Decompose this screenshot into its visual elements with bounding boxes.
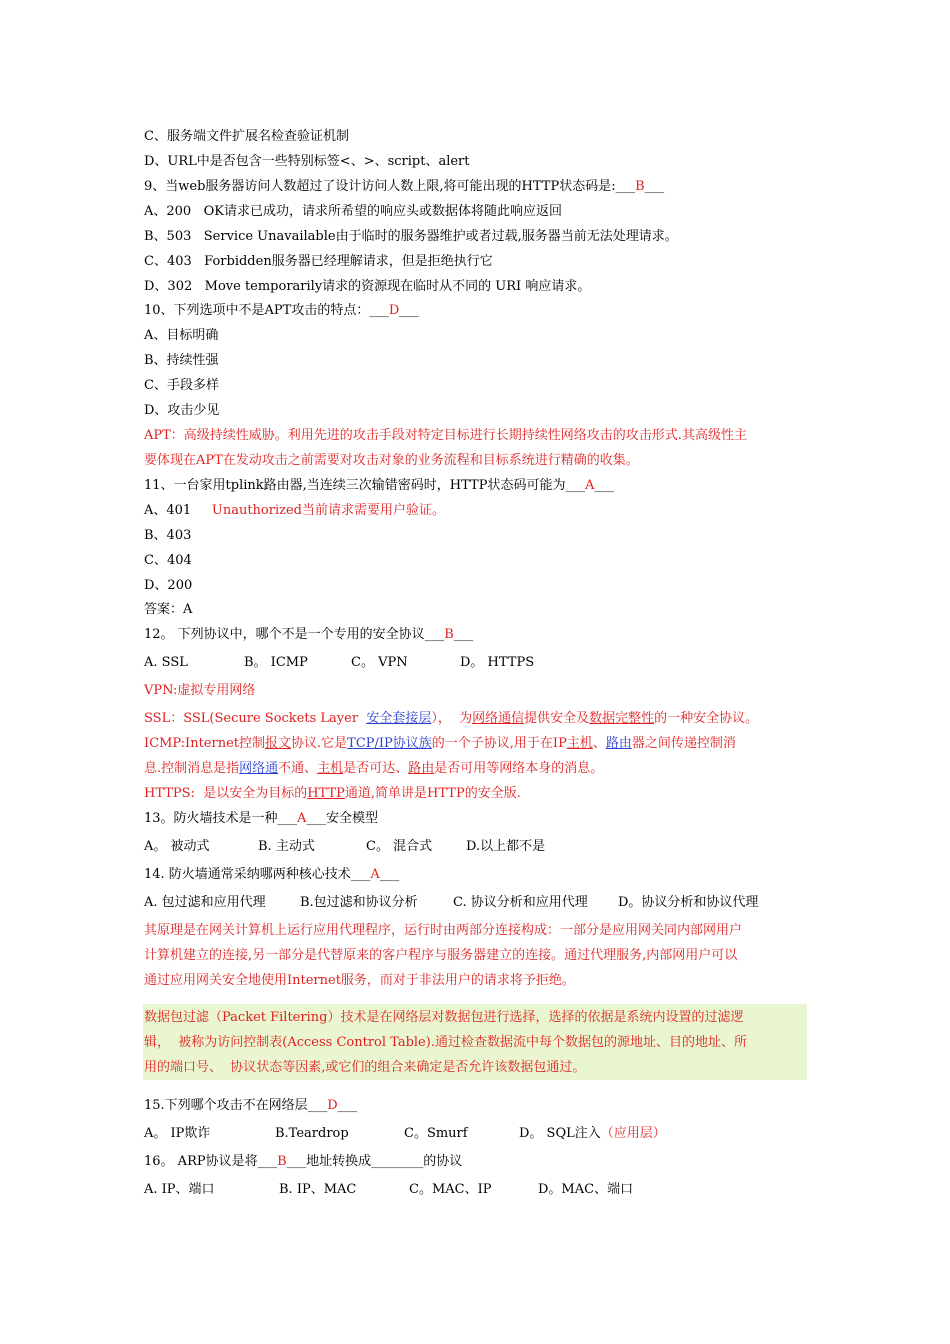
vpn-note: VPN:虚拟专用网络 — [144, 683, 256, 698]
icmp-text5: 器之间传递控制消 — [631, 736, 736, 751]
q16-answer: B — [277, 1154, 287, 1169]
icmp-link-message[interactable]: 报文 — [265, 736, 292, 751]
q9-option-d: D、302 Move temporarily请求的资源现在临时从不同的 URI 响应请求。 — [144, 279, 591, 294]
packet-filter-line2: 辑， 被称为访问控制表(Access Control Table).通过检查数据流中每个数据包的源地址、目的地址、所 — [144, 1035, 747, 1050]
q12-option-c: C。 VPN — [351, 655, 408, 670]
proxy-note-line3: 通过应用网关安全地使用Internet服务，而对于非法用户的请求将予拒绝。 — [144, 973, 575, 988]
q15-option-c: C。Smurf — [404, 1126, 468, 1141]
q12-option-b: B。 ICMP — [244, 655, 308, 670]
q11-option-d: D、200 — [144, 578, 193, 593]
q8-option-c: C、服务端文件扩展名检查验证机制 — [144, 129, 349, 144]
q13-question: 13。防火墙技术是一种___A___安全模型 — [144, 811, 378, 826]
q10-option-b: B、持续性强 — [144, 353, 219, 368]
q16-option-d: D。MAC、端口 — [538, 1182, 634, 1197]
q13-answer: A — [297, 811, 307, 826]
q11-answer-line: 答案：A — [144, 602, 193, 617]
packet-filter-line1: 数据包过滤（Packet Filtering）技术是在网络层对数据包进行选择，选择的依据是系统内设置的过滤逻 — [144, 1010, 744, 1025]
q9-answer: B — [635, 179, 645, 194]
ssl-link-data-integrity[interactable]: 数据完整性 — [589, 711, 655, 726]
q11-option-a-note: Unauthorized当前请求需要用户验证。 — [211, 503, 445, 518]
q12-text: 12。 下列协议中，哪个不是一个专用的安全协议 — [144, 627, 425, 642]
icmp-text3: 的一个子协议,用于在IP — [431, 736, 567, 751]
ssl-note — [144, 710, 758, 728]
q11-option-b: B、403 — [144, 528, 192, 543]
ssl-note-text3: 提供安全及 — [524, 711, 590, 726]
https-text2: 通道,简单讲是HTTP的安全版. — [344, 786, 521, 801]
q10-text: 10、下列选项中不是APT攻击的特点： — [144, 303, 370, 318]
icmp2-link-host[interactable]: 主机 — [317, 761, 344, 776]
q12-option-a: A. SSL — [144, 655, 188, 670]
q15-question: 15.下列哪个攻击不在网络层___D___ — [144, 1098, 358, 1113]
q13-option-c: C。 混合式 — [366, 839, 433, 854]
q16-option-c: C。MAC、IP — [409, 1182, 492, 1197]
q16-text: 16。 ARP协议是将 — [144, 1154, 258, 1169]
q16-question: 16。 ARP协议是将___B___地址转换成________的协议 — [144, 1154, 463, 1169]
q15-option-d-text: D。 SQL注入 — [519, 1126, 601, 1141]
q12-option-d: D。 HTTPS — [460, 655, 535, 670]
https-note — [144, 785, 521, 803]
ssl-note-text2: ）， 为 — [431, 711, 473, 726]
q13-option-a: A。 被动式 — [144, 839, 210, 854]
apt-note-line2: 要体现在APT在发动攻击之前需要对攻击对象的业务流程和目标系统进行精确的收集。 — [144, 453, 639, 468]
q13-option-b: B. 主动式 — [258, 839, 315, 854]
q11-question: 11、一台家用tplink路由器,当连续三次输错密码时，HTTP状态码可能为___A___ — [144, 478, 614, 493]
icmp-link-host[interactable]: 主机 — [566, 736, 593, 751]
q13-option-d: D.以上都不是 — [466, 839, 546, 854]
q12-question: 12。 下列协议中，哪个不是一个专用的安全协议___B___ — [144, 627, 474, 642]
q16-option-a: A. IP、端口 — [144, 1182, 215, 1197]
q11-option-c: C、404 — [144, 553, 192, 568]
icmp2-link-route[interactable]: 路由 — [408, 761, 435, 776]
q16-text-mid: 地址转换成 — [306, 1154, 372, 1169]
q11-answer: A — [584, 478, 595, 493]
q15-option-d — [519, 1125, 666, 1143]
proxy-note-line2: 计算机建立的连接,另一部分是代替原来的客户程序与服务器建立的连接。通过代理服务,内部网用户可以 — [144, 948, 738, 963]
ssl-link-secure-layer[interactable]: 安全套接层 — [366, 711, 432, 726]
q14-option-b: B.包过滤和协议分析 — [300, 895, 418, 910]
icmp-link-tcpip[interactable]: TCP/IP协议族 — [347, 736, 432, 751]
q15-option-b: B.Teardrop — [275, 1126, 349, 1141]
q16-option-b: B. IP、MAC — [279, 1182, 357, 1197]
q15-answer: D — [327, 1098, 338, 1113]
q14-option-a: A. 包过滤和应用代理 — [144, 895, 266, 910]
packet-filter-line3: 用的端口号、 协议状态等因素,或它们的组合来确定是否允许该数据包通过。 — [144, 1060, 586, 1075]
https-text: HTTPS: 是以安全为目标的 — [144, 786, 308, 801]
q14-option-c: C. 协议分析和应用代理 — [453, 895, 588, 910]
icmp2-link-network[interactable]: 网络通 — [239, 761, 279, 776]
q9-option-a: A、200 OK请求已成功，请求所希望的响应头或数据体将随此响应返回 — [144, 204, 562, 219]
icmp2-text3: 是否可达、 — [343, 761, 409, 776]
icmp-link-route[interactable]: 路由 — [605, 736, 632, 751]
q10-answer: D — [388, 303, 400, 318]
q11-option-a — [144, 502, 445, 520]
proxy-note-line1: 其原理是在网关计算机上运行应用代理程序，运行时由两部分连接构成：一部分是应用网关同内部网用户 — [144, 923, 743, 938]
icmp-note-line2 — [144, 760, 603, 778]
ssl-note-text: SSL：SSL(Secure Sockets Layer — [144, 711, 367, 726]
icmp-text4: 、 — [592, 736, 606, 751]
q11-option-a-label: A、401 — [144, 503, 192, 518]
https-link-http[interactable]: HTTP — [307, 786, 345, 801]
icmp2-text2: 不通、 — [278, 761, 318, 776]
q13-text: 13。防火墙技术是一种 — [144, 811, 278, 826]
q9-option-c: C、403 Forbidden服务器已经理解请求，但是拒绝执行它 — [144, 254, 493, 269]
icmp-text: ICMP:Internet控制 — [144, 736, 265, 751]
icmp2-text4: 是否可用等网络本身的消息。 — [434, 761, 604, 776]
q15-option-d-note: （应用层） — [600, 1126, 666, 1141]
q15-text: 15.下列哪个攻击不在网络层 — [144, 1098, 308, 1113]
q11-text: 11、一台家用tplink路由器,当连续三次输错密码时，HTTP状态码可能为 — [144, 478, 566, 493]
q9-question: 9、当web服务器访问人数超过了设计访问人数上限,将可能出现的HTTP状态码是:___B___ — [144, 179, 665, 194]
q10-option-c: C、手段多样 — [144, 378, 219, 393]
q10-option-a: A、目标明确 — [144, 328, 219, 343]
q9-text: 9、当web服务器访问人数超过了设计访问人数上限,将可能出现的HTTP状态码是: — [144, 179, 616, 194]
q10-option-d: D、攻击少见 — [144, 403, 220, 418]
ssl-link-network-comm[interactable]: 网络通信 — [472, 711, 525, 726]
icmp-note-line1 — [144, 735, 736, 753]
icmp2-text: 息.控制消息是指 — [144, 761, 240, 776]
icmp-text2: 协议.它是 — [291, 736, 348, 751]
q9-option-b: B、503 Service Unavailable由于临时的服务器维护或者过载,服务器当前无法处理请求。 — [144, 229, 678, 244]
apt-note-line1: APT：高级持续性威胁。利用先进的攻击手段对特定目标进行长期持续性网络攻击的攻击形式.其高级性主 — [144, 428, 747, 443]
q14-text: 14. 防火墙通常采纳哪两种核心技术 — [144, 867, 351, 882]
q14-answer: A — [370, 867, 380, 882]
q14-option-d: D。协议分析和协议代理 — [618, 895, 759, 910]
q8-option-d: D、URL中是否包含一些特别标签<、>、script、alert — [144, 154, 470, 169]
q13-text-post: 安全模型 — [325, 811, 378, 826]
q16-text-post: 的协议 — [423, 1154, 463, 1169]
ssl-note-text4: 的一种安全协议。 — [654, 711, 759, 726]
q12-answer: B — [444, 627, 454, 642]
q15-option-a: A。 IP欺诈 — [144, 1126, 211, 1141]
q14-question: 14. 防火墙通常采纳哪两种核心技术___A___ — [144, 867, 400, 882]
q10-question: 10、下列选项中不是APT攻击的特点：___D___ — [144, 303, 419, 318]
